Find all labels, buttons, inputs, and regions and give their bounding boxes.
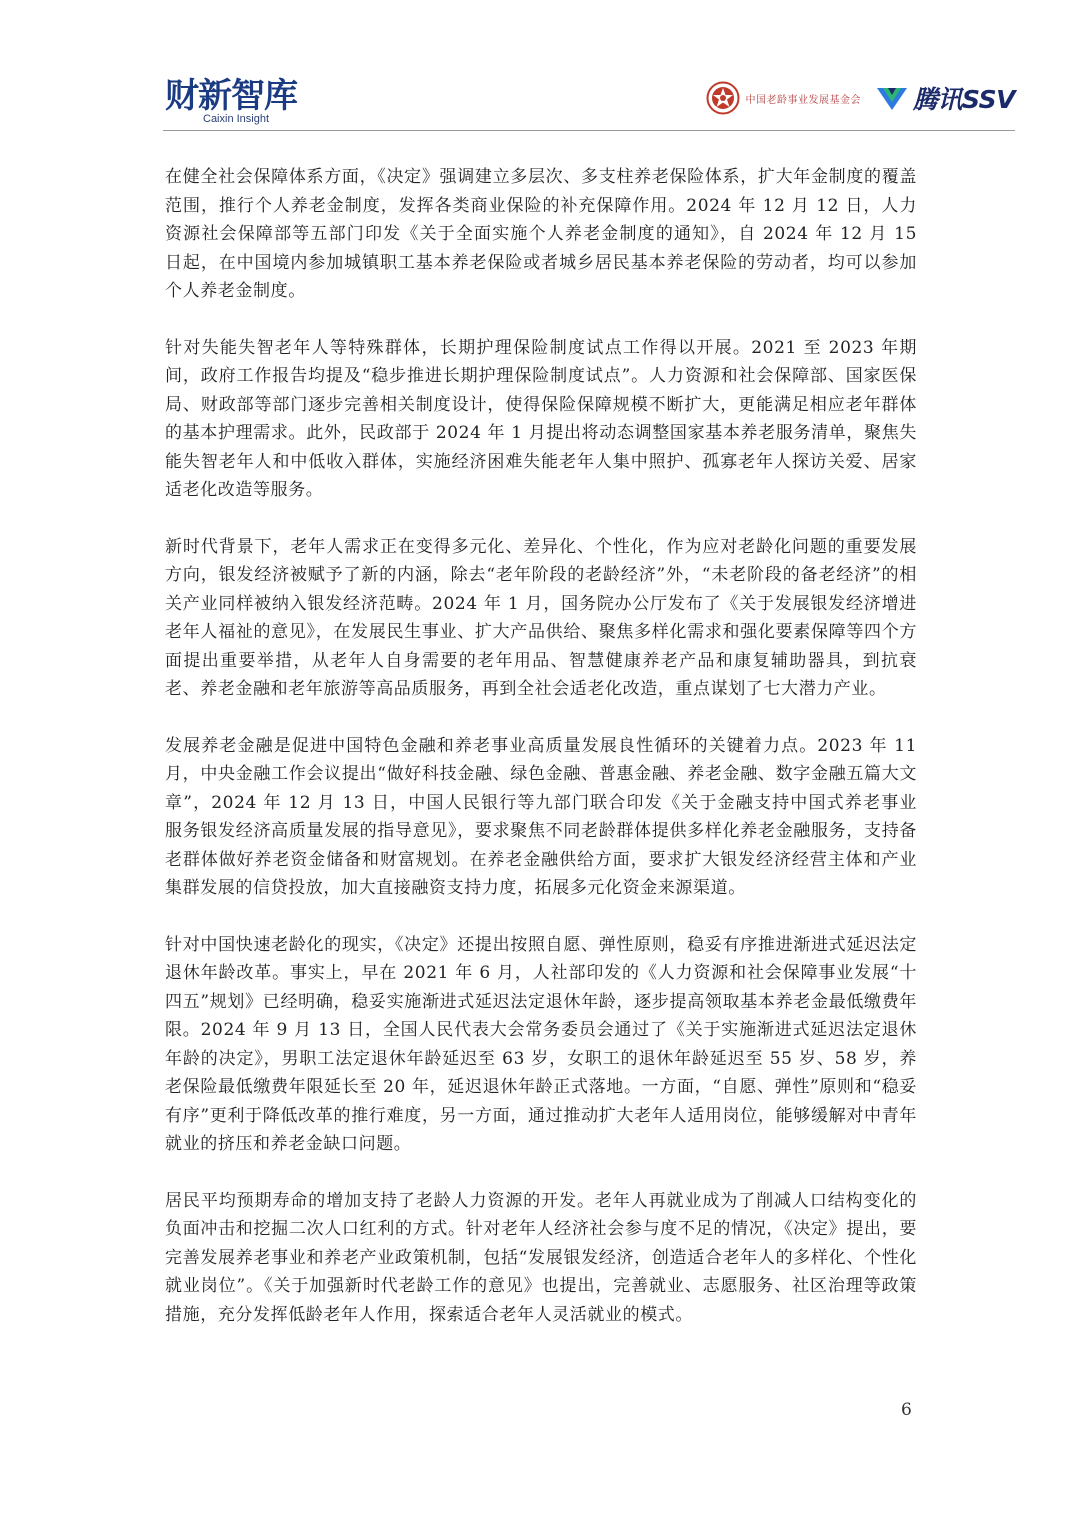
caixin-logo — [165, 78, 297, 125]
body-text — [165, 163, 917, 1357]
tencent-ssv-icon — [875, 84, 909, 112]
caixin-logo-subtitle: Caixin Insight — [203, 113, 270, 125]
foundation-seal-icon — [706, 81, 740, 115]
tencent-ssv-text: 腾讯SSV — [913, 85, 1015, 114]
header-divider — [163, 130, 1015, 131]
foundation-name: 中国老龄事业发展基金会 — [745, 94, 862, 106]
paragraph-social-security: 在健全社会保障体系方面，《决定》强调建立多层次、多支柱养老保险体系，扩大年金制度的覆盖范围，推行个人养老金制度，发挥各类商业保险的补充保障作用。2024 年 12 月 12 日，人力资源社会保障部等五部门印发《关于全面实施个人养老金制度的通知》，自 2024 年 12 月 15 日起，在中国境内参加城镇职工基本养老保险或者城乡居民基本养老保险的劳动者，均可以参加个人养老金制度。 — [165, 167, 917, 301]
page-number: 6 — [901, 1400, 912, 1420]
paragraph-silver-economy: 新时代背景下，老年人需求正在变得多元化、差异化、个性化，作为应对老龄化问题的重要发展方向，银发经济被赋予了新的内涵，除去“老年阶段的老龄经济”外，“未老阶段的备老经济”的相关产业同样被纳入银发经济范畴。2024 年 1 月，国务院办公厅发布了《关于发展银发经济增进老年人福祉的意见》，在发展民生事业、扩大产品供给、聚焦多样化需求和强化要素保障等四个方面提出重要举措，从老年人自身需要的老年用品、智慧健康养老产品和康复辅助器具，到抗衰老、养老金融和老年旅游等高品质服务，再到全社会适老化改造，重点谋划了七大潜力产业。 — [165, 536, 917, 699]
paragraph-elderly-employment: 居民平均预期寿命的增加支持了老龄人力资源的开发。老年人再就业成为了削减人口结构变化的负面冲击和挖掘二次人口红利的方式。针对老年人经济社会参与度不足的情况，《决定》提出，要完善发展养老事业和养老产业政策机制，包括“发展银发经济，创造适合老年人的多样化、个性化就业岗位”。《关于加强新时代老龄工作的意见》也提出，完善就业、志愿服务、社区治理等政策措施，充分发挥低龄老年人作用，探索适合老年人灵活就业的模式。 — [165, 1190, 917, 1325]
caixin-logo-text: 财新智库 — [165, 76, 297, 116]
paragraph-pension-finance: 发展养老金融是促进中国特色金融和养老事业高质量发展良性循环的关键着力点。2023 年 11 月，中央金融工作会议提出“做好科技金融、绿色金融、普惠金融、养老金融、数字金融五篇大文章”，2024 年 12 月 13 日，中国人民银行等九部门联合印发《关于金融支持中国式养老事业 服务银发经济高质量发展的指导意见》，要求聚焦不同老龄群体提供多样化养老金融服务，支持备老群体做好养老资金储备和财富规划。在养老金融供给方面，要求扩大银发经济经营主体和产业集群发展的信贷投放，加大直接融资支持力度，拓展多元化资金来源渠道。 — [165, 735, 917, 898]
paragraph-retirement-age: 针对中国快速老龄化的现实，《决定》还提出按照自愿、弹性原则，稳妥有序推进渐进式延迟法定退休年龄改革。事实上，早在 2021 年 6 月，人社部印发的《人力资源和社会保障事业发展“十四五”规划》已经明确，稳妥实施渐进式延迟法定退休年龄，逐步提高领取基本养老金最低缴费年限。2024 年 9 月 13 日，全国人民代表大会常务委员会通过了《关于实施渐进式延迟法定退休年龄的决定》，男职工法定退休年龄延迟至 63 岁，女职工的退休年龄延迟至 55 岁、58 岁，养老保险最低缴费年限延长至 20 年，延迟退休年龄正式落地。一方面，“自愿、弹性”原则和“稳妥有序”更利于降低改革的推行难度，另一方面，通过推动扩大老年人适用岗位，能够缓解对中青年就业的挤压和养老金缺口问题。 — [165, 934, 917, 1154]
partner-logos — [706, 80, 1015, 116]
paragraph-long-term-care: 针对失能失智老年人等特殊群体，长期护理保险制度试点工作得以开展。2021 至 2023 年期间，政府工作报告均提及“稳步推进长期护理保险制度试点”。人力资源和社会保障部、国家医保局、财政部等部门逐步完善相关制度设计，使得保险保障规模不断扩大，更能满足相应老年群体的基本护理需求。此外，民政部于 2024 年 1 月提出将动态调整国家基本养老服务清单，聚焦失能失智老年人和中低收入群体，实施经济困难失能老年人集中照护、孤寡老年人探访关爱、居家适老化改造等服务。 — [165, 337, 917, 500]
page-header — [163, 70, 1015, 132]
